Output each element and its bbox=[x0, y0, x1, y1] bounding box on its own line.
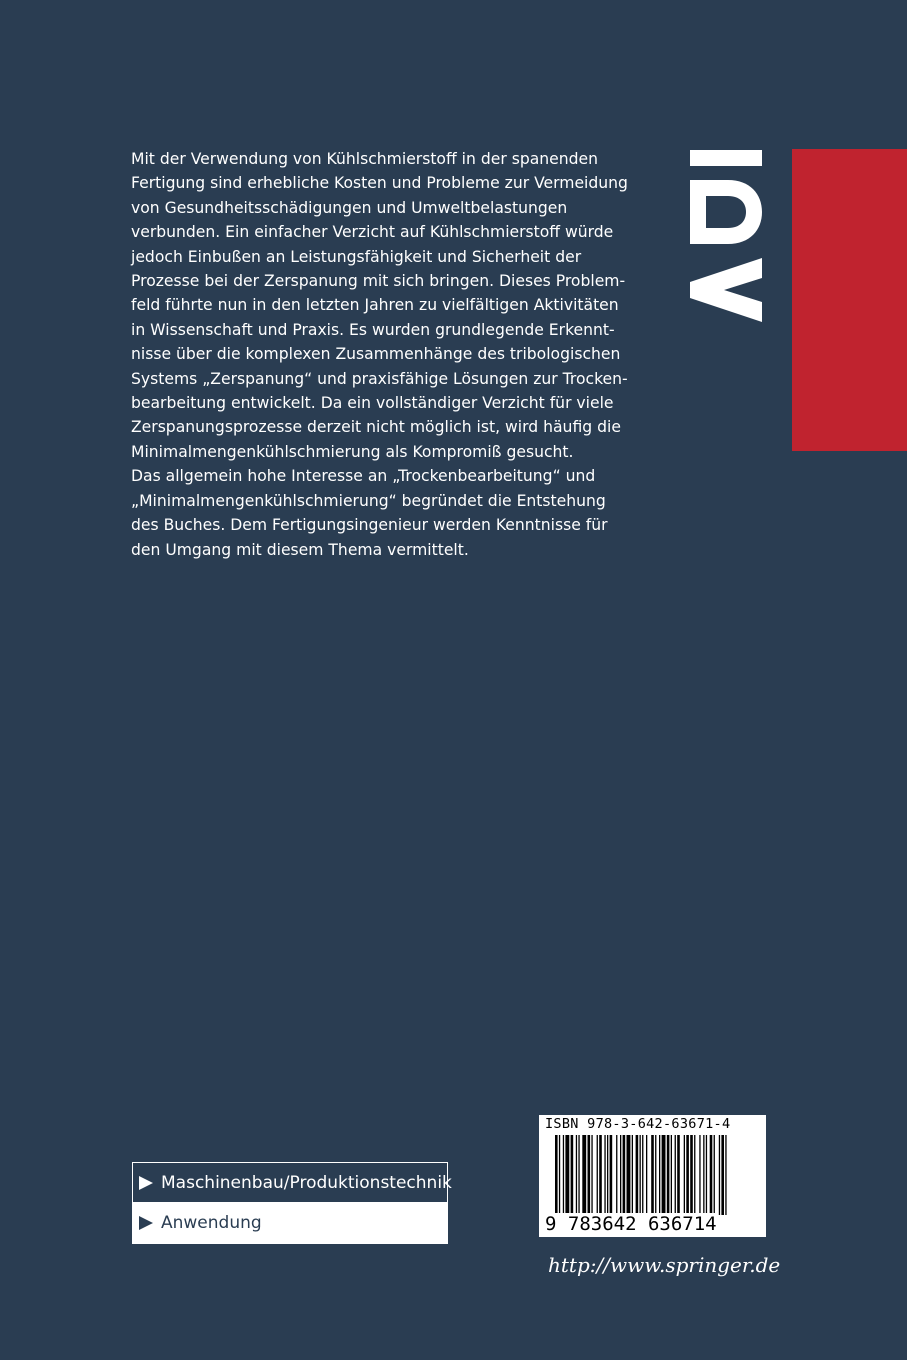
back-cover-blurb bbox=[131, 147, 628, 562]
blurb-line: nisse über die komplexen Zusammenhänge des tribologischen bbox=[131, 345, 621, 364]
category-box bbox=[132, 1162, 452, 1244]
category-primary bbox=[133, 1163, 452, 1203]
blurb-line: feld führte nun in den letzten Jahren zu vielfältigen Aktivitäten bbox=[131, 296, 619, 315]
blurb-line: bearbeitung entwickelt. Da ein vollständiger Verzicht für viele bbox=[131, 394, 614, 413]
category-secondary-label: Anwendung bbox=[161, 1213, 262, 1233]
blurb-line: Fertigung sind erhebliche Kosten und Probleme zur Vermeidung bbox=[131, 174, 628, 193]
blurb-line: Prozesse bei der Zerspanung mit sich bringen. Dieses Problem- bbox=[131, 272, 626, 291]
triangle-icon bbox=[139, 1176, 153, 1190]
vdi-logo bbox=[690, 150, 762, 322]
category-secondary bbox=[133, 1203, 447, 1243]
triangle-icon bbox=[139, 1216, 153, 1230]
red-accent-band bbox=[792, 149, 907, 451]
blurb-line: jedoch Einbußen an Leistungsfähigkeit und Sicherheit der bbox=[131, 247, 582, 266]
blurb-line: des Buches. Dem Fertigungsingenieur werden Kenntnisse für bbox=[131, 516, 608, 535]
blurb-line: verbunden. Ein einfacher Verzicht auf Kühlschmierstoff würde bbox=[131, 223, 614, 242]
isbn-barcode bbox=[539, 1115, 766, 1237]
blurb-line: Zerspanungsprozesse derzeit nicht möglich ist, wird häufig die bbox=[131, 418, 621, 437]
isbn-label: ISBN 978-3-642-63671-4 bbox=[545, 1116, 731, 1132]
category-primary-label: Maschinenbau/Produktionstechnik bbox=[161, 1172, 452, 1193]
blurb-line: von Gesundheitsschädigungen und Umweltbelastungen bbox=[131, 198, 568, 217]
blurb-line: Minimalmengenkühlschmierung als Kompromiß gesucht. bbox=[131, 442, 574, 461]
publisher-url[interactable]: http://www.springer.de bbox=[548, 1253, 781, 1277]
ean-digits: 9 783642 636714 bbox=[545, 1213, 717, 1235]
blurb-line: in Wissenschaft und Praxis. Es wurden grundlegende Erkennt- bbox=[131, 320, 615, 339]
blurb-line: Mit der Verwendung von Kühlschmierstoff in der spanenden bbox=[131, 150, 599, 168]
blurb-line: Systems „Zerspanung“ und praxisfähige Lösungen zur Trocken- bbox=[131, 369, 628, 388]
blurb-line: Das allgemein hohe Interesse an „Trockenbearbeitung“ und bbox=[131, 467, 596, 486]
blurb-line: den Umgang mit diesem Thema vermittelt. bbox=[131, 540, 469, 559]
blurb-line: „Minimalmengenkühlschmierung“ begründet die Entstehung bbox=[131, 491, 606, 510]
